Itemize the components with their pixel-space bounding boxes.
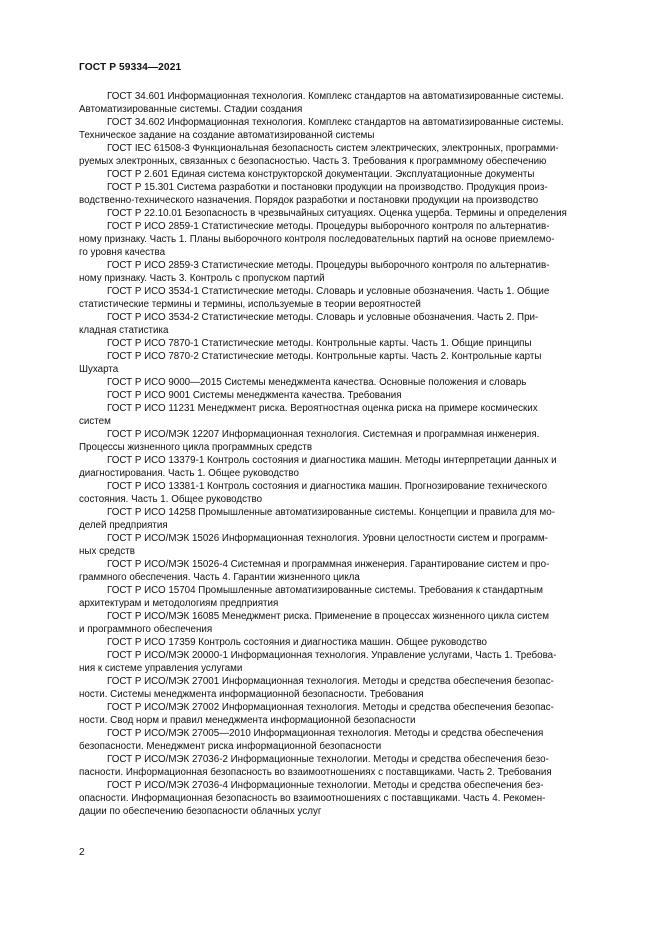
reference-entry: ГОСТ Р ИСО 3534-2 Статистические методы. Словарь и условные обозначения. Часть 2. При- кладная статистика <box>79 312 539 336</box>
reference-entry: ГОСТ Р ИСО 3534-1 Статистические методы. Словарь и условные обозначения. Часть 1. Общие статистические термины и термины, используемые в теории вероятностей <box>79 286 550 310</box>
reference-entry: ГОСТ Р 2.601 Единая система конструкторской документации. Эксплуатационные документы <box>107 169 535 180</box>
reference-entry: ГОСТ Р ИСО 11231 Менеджмент риска. Вероятностная оценка риска на примере космических систем <box>79 403 538 427</box>
reference-entry: ГОСТ Р ИСО/МЭК 15026 Информационная технология. Уровни целостности систем и программ- ных средств <box>79 533 548 557</box>
reference-entry: ГОСТ Р ИСО 15704 Промышленные автоматизированные системы. Требования к стандартным архитектурам и методологиям предприятия <box>79 585 543 609</box>
reference-entry: ГОСТ Р ИСО 2859-1 Статистические методы. Процедуры выборочного контроля по альтернатив- ному признаку. Часть 1. Планы выборочного контроля последовательных партий на основе приемлемо- го уровня качества <box>79 221 555 258</box>
reference-entry: ГОСТ Р ИСО/МЭК 27001 Информационная технология. Методы и средства обеспечения безопас- ности. Системы менеджмента информационной безопасности. Требования <box>79 676 554 700</box>
reference-entry: ГОСТ 34.602 Информационная технология. Комплекс стандартов на автоматизированные системы. Техническое задание на создание автоматизированной системы <box>79 117 564 141</box>
reference-entry: ГОСТ Р ИСО/МЭК 27002 Информационная технология. Методы и средства обеспечения безопас- ности. Свод норм и правил менеджмента информационной безопасности <box>79 702 554 726</box>
reference-entry: ГОСТ Р 22.10.01 Безопасность в чрезвычайных ситуациях. Оценка ущерба. Термины и определения <box>107 208 567 219</box>
normative-references-list <box>79 90 615 818</box>
reference-entry: ГОСТ Р ИСО 2859-3 Статистические методы. Процедуры выборочного контроля по альтернатив- ному признаку. Часть 3. Контроль с пропуском партий <box>79 260 550 284</box>
reference-entry: ГОСТ IEC 61508-3 Функциональная безопасность систем электрических, электронных, программи- руемых электронных, связанных с безопасностью. Часть 3. Требования к программному обеспечению <box>79 143 559 167</box>
reference-entry: ГОСТ Р ИСО/МЭК 16085 Менеджмент риска. Применение в процессах жизненного цикла систем и программного обеспечения <box>79 611 549 635</box>
reference-entry: ГОСТ Р 15.301 Система разработки и постановки продукции на производство. Продукция произ- водственно-технического назначения. Порядок разработки и постановки продукции на производство <box>79 182 548 206</box>
reference-entry: ГОСТ Р ИСО 14258 Промышленные автоматизированные системы. Концепции и правила для мо- делей предприятия <box>79 507 555 531</box>
reference-entry: ГОСТ Р ИСО/МЭК 20000-1 Информационная технология. Управление услугами, Часть 1. Требова- ния к системе управления услугами <box>79 650 557 674</box>
reference-entry: ГОСТ Р ИСО 7870-2 Статистические методы. Контрольные карты. Часть 2. Контрольные карты Шухарта <box>79 351 542 375</box>
document-header: ГОСТ Р 59334—2021 <box>79 62 182 73</box>
reference-entry: ГОСТ Р ИСО 9000—2015 Системы менеджмента качества. Основные положения и словарь <box>107 377 527 388</box>
reference-entry: ГОСТ Р ИСО 9001 Системы менеджмента качества. Требования <box>107 390 402 401</box>
reference-entry: ГОСТ Р ИСО/МЭК 27036-2 Информационные технологии. Методы и средства обеспечения безо- пасности. Информационная безопасность во взаимоотношениях с поставщиками. Часть 2. Требования <box>79 754 552 778</box>
reference-entry: ГОСТ Р ИСО 13381-1 Контроль состояния и диагностика машин. Прогнозирование технического состояния. Часть 1. Общее руководство <box>79 481 548 505</box>
reference-entry: ГОСТ 34.601 Информационная технология. Комплекс стандартов на автоматизированные системы. Автоматизированные системы. Стадии создания <box>79 91 564 115</box>
page-number: 2 <box>79 847 85 858</box>
reference-entry: ГОСТ Р ИСО 7870-1 Статистические методы. Контрольные карты. Часть 1. Общие принципы <box>107 338 532 349</box>
reference-entry: ГОСТ Р ИСО 17359 Контроль состояния и диагностика машин. Общее руководство <box>107 637 487 648</box>
reference-entry: ГОСТ Р ИСО/МЭК 27036-4 Информационные технологии. Методы и средства обеспечения без- опасности. Информационная безопасность во взаимоотношениях с поставщиками. Часть 4. Рекомен- дации по обеспечению безопасности облачных услуг <box>79 780 546 817</box>
reference-entry: ГОСТ Р ИСО 13379-1 Контроль состояния и диагностика машин. Методы интерпретации данных и диагностирования. Часть 1. Общее руководство <box>79 455 557 479</box>
reference-entry: ГОСТ Р ИСО/МЭК 27005—2010 Информационная технология. Методы и средства обеспечения безопасности. Менеджмент риска информационной безопасности <box>79 728 544 752</box>
reference-entry: ГОСТ Р ИСО/МЭК 15026-4 Системная и программная инженерия. Гарантирование систем и про- граммного обеспечения. Часть 4. Гарантии жизненного цикла <box>79 559 550 583</box>
reference-entry: ГОСТ Р ИСО/МЭК 12207 Информационная технология. Системная и программная инженерия. Процессы жизненного цикла программных средств <box>79 429 540 453</box>
